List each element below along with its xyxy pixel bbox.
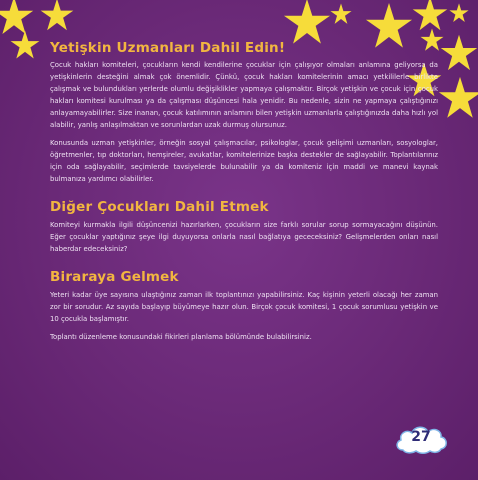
body-paragraph: Çocuk hakları komiteleri, çocukların kendi kendilerine çocuklar için çalışıyor olmaları anlamına geliyorsa da yetişkinlerin desteğini almak çok önemlidir. Çünkü, çocuk hakları komitelerinin amacı yetkililerle birlikte çalışmak ve bulundukları yerlerde olumlu değişiklikler yapmaya çalışmaktır. Birçok yetişkin ve çocuk için çocuk hakları komitesi kurulması ya da çalışması düşüncesi hala yenidir. Bu nedenle, sizin ne yapmaya çalıştığınızı anlayamayabilirler. Size inanan, çocuk katılımının anlamını bilen yetişkin uzmanlarla çalıştığınızda daha hızlı yol alabilir, yanlış anlaşılmaktan ve sorunlardan uzak durmuş olursunuz. <box>50 61 438 130</box>
body-paragraph: Komiteyi kurmakla ilgili düşüncenizi hazırlarken, çocukların size farklı sorular sorup sormayacağını düşünün. Eğer çocuklar yaptığınız şeye ilgi duyuyorsa onlarla nasıl bağlatıya gececeksiniz? Gelişmelerden onları nasıl haberdar edeceksiniz? <box>50 220 438 254</box>
page-content <box>50 40 438 343</box>
body-paragraph: Toplantı düzenleme konusundaki fikirleri planlama bölümünde bulabilirsiniz. <box>50 332 312 341</box>
star-icon <box>440 34 478 72</box>
star-icon <box>40 0 74 32</box>
section-heading: Diğer Çocukları Dahil Etmek <box>50 198 269 215</box>
star-icon <box>10 30 40 60</box>
body-paragraph: Konusunda uzman yetişkinler, örneğin sosyal çalışmacılar, psikologlar, çocuk gelişimi uzmanları, sosyologlar, öğretmenler, tıp doktorları, hemşireler, avukatlar, komitelerinize başka destekler de sağlayabilir. Toplantılarınız için oda sağlayabilir, seçimlerde tavsiyelerde bulunabilir ya da komiteniz için maddi ve manevi kaynak bulmanıza yardımcı olabilirler. <box>50 138 438 183</box>
star-icon <box>449 3 469 23</box>
page-number: 27 <box>411 429 431 445</box>
section-heading: Biraraya Gelmek <box>50 269 179 286</box>
star-icon <box>330 3 352 25</box>
star-icon <box>438 76 478 120</box>
body-paragraph: Yeteri kadar üye sayısına ulaştığınız zaman ilk toplantınızı yapabilirsiniz. Kaç kişinin yeterli olacağı her zaman zor bir sorudur. Az sayıda başlayıp büyümeye hazır olun. Birçok çocuk komitesi, 1 çocuk sorumlusu yetişkin ve 10 çocukla başlamıştır. <box>50 291 438 324</box>
section-heading: Yetişkin Uzmanları Dahil Edin! <box>50 40 286 56</box>
